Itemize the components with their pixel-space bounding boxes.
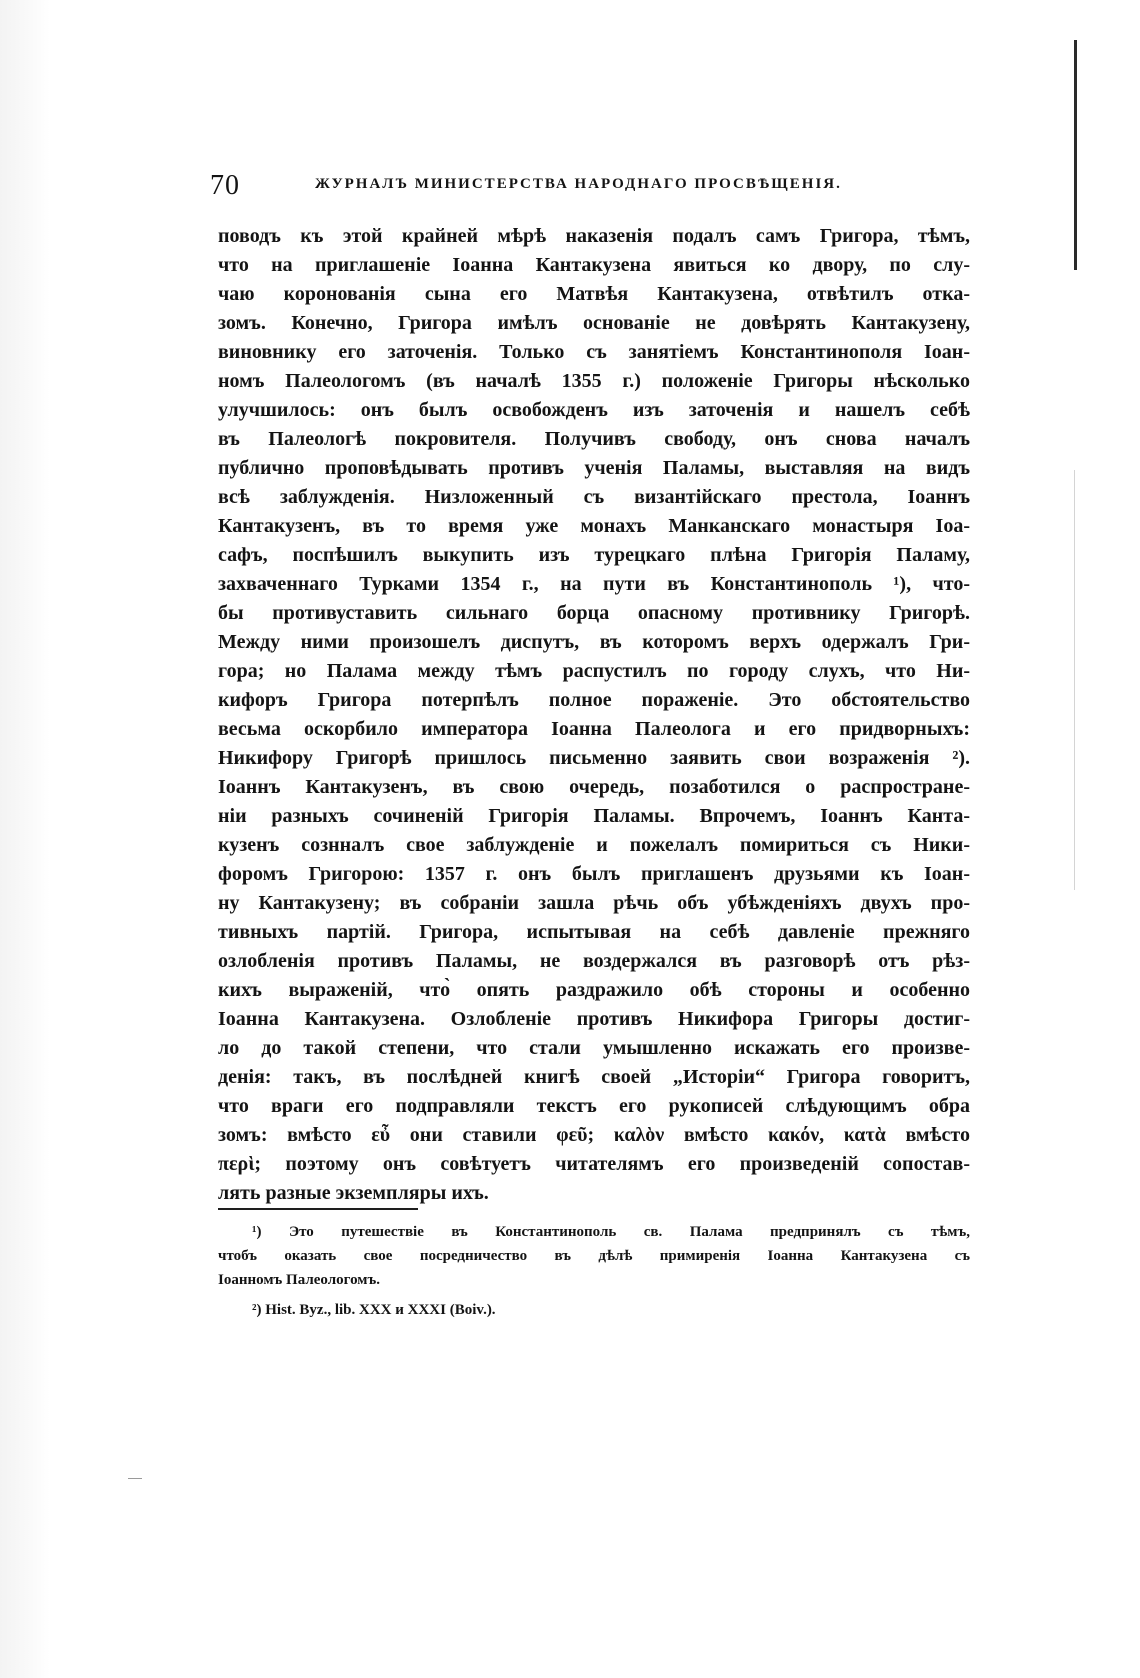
text-line: бы противуставить сильнаго борца опасному противнику Григорѣ. (218, 602, 970, 624)
text-line: улучшилось: онъ былъ освобожденъ изъ заточенія и нашелъ себѣ (218, 399, 970, 421)
page-number: 70 (210, 170, 240, 201)
text-line: ніи разныхъ сочиненій Григорія Паламы. Впрочемъ, Іоаннъ Канта- (218, 805, 970, 827)
scan-margin-rule-faint (1074, 470, 1075, 890)
footnote-separator (218, 1208, 418, 1210)
text-line: Іоанна Кантакузена. Озлобленіе противъ Никифора Григоры достиг- (218, 1008, 970, 1030)
text-line: лять разные экземпляры ихъ. (218, 1182, 489, 1204)
text-line: гора; но Палама между тѣмъ распустилъ по городу слухъ, что Ни- (218, 660, 970, 682)
text-line: кихъ выраженій, что̀ опять раздражило обѣ стороны и особенно (218, 979, 970, 1001)
page-header (210, 170, 970, 204)
text-line: Никифору Григорѣ пришлось письменно заявить свои возраженія ²). (218, 747, 970, 769)
text-line: ло до такой степени, что стали умышленно искажать его произве- (218, 1037, 970, 1059)
footnote-1-line: чтобъ оказать свое посредничество въ дѣлѣ примиренія Іоанна Кантакузена съ (218, 1248, 970, 1264)
scan-artifact-mark (128, 1478, 142, 1479)
text-line: περὶ; поэтому онъ совѣтуетъ читателямъ его произведеній сопостав- (218, 1153, 970, 1175)
scan-edge-shadow (0, 0, 50, 1678)
text-line: захваченнаго Турками 1354 г., на пути въ Константинополь ¹), что- (218, 573, 970, 595)
text-line: что на приглашеніе Іоанна Кантакузена явиться ко двору, по слу- (218, 254, 970, 276)
text-line: денія: такъ, въ послѣдней книгѣ своей „Исторіи“ Григора говоритъ, (218, 1066, 970, 1088)
running-title: ЖУРНАЛЪ МИНИСТЕРСТВА НАРОДНАГО ПРОСВѢЩЕНІЯ. (315, 176, 842, 192)
footnote-1-line: Іоанномъ Палеологомъ. (218, 1272, 381, 1288)
text-line: Кантакузенъ, въ то время уже монахъ Манканскаго монастыря Іоа- (218, 515, 970, 537)
text-line: зомъ: вмѣсто εὖ они ставили φεῦ; καλὸν вмѣсто κακόν, κατὰ вмѣсто (218, 1124, 970, 1146)
text-line: поводъ къ этой крайней мѣрѣ наказенія подалъ самъ Григора, тѣмъ, (218, 225, 970, 247)
text-line: форомъ Григорою: 1357 г. онъ былъ приглашенъ друзьями къ Іоан- (218, 863, 970, 885)
text-line: весьма оскорбило императора Іоанна Палеолога и его придворныхъ: (218, 718, 970, 740)
footnote-2: ²) Hist. Byz., lib. XXX и XXXI (Boiv.). (252, 1302, 496, 1318)
text-line: кифоръ Григора потерпѣлъ полное пораженіе. Это обстоятельство (218, 689, 970, 711)
main-text (218, 222, 970, 1208)
scan-margin-rule (1074, 40, 1077, 270)
text-line: Между ними произошелъ диспутъ, въ которомъ верхъ одержалъ Гри- (218, 631, 970, 653)
footnotes (218, 1220, 970, 1322)
text-line: публично проповѣдывать противъ ученія Паламы, выставляя на видъ (218, 457, 970, 479)
text-line: въ Палеологѣ покровителя. Получивъ свободу, онъ снова началъ (218, 428, 970, 450)
text-line: всѣ заблужденія. Низложенный съ византійскаго престола, Іоаннъ (218, 486, 970, 508)
text-line: сафъ, поспѣшилъ выкупить изъ турецкаго плѣна Григорія Паламу, (218, 544, 970, 566)
text-line: озлобленія противъ Паламы, не воздержался въ разговорѣ отъ рѣз- (218, 950, 970, 972)
text-line: тивныхъ партій. Григора, испытывая на себѣ давленіе прежняго (218, 921, 970, 943)
footnote-1-line: ¹) Это путешествіе въ Константинополь св. Палама предпринялъ съ тѣмъ, (252, 1224, 970, 1240)
text-line: ну Кантакузену; въ собраніи зашла рѣчь объ убѣжденіяхъ двухъ про- (218, 892, 970, 914)
text-line: чаю коронованія сына его Матвѣя Кантакузена, отвѣтилъ отка- (218, 283, 970, 305)
text-line: виновнику его заточенія. Только съ занятіемъ Константинополя Іоан- (218, 341, 970, 363)
text-line: что враги его подправляли текстъ его рукописей слѣдующимъ обра (218, 1095, 970, 1117)
text-line: кузенъ сознналъ свое заблужденіе и пожелалъ помириться съ Ники- (218, 834, 970, 856)
text-line: номъ Палеологомъ (въ началѣ 1355 г.) положеніе Григоры нѣсколько (218, 370, 970, 392)
text-line: Іоаннъ Кантакузенъ, въ свою очередь, позаботился о распростране- (218, 776, 970, 798)
text-line: зомъ. Конечно, Григора имѣлъ основаніе не довѣрять Кантакузену, (218, 312, 970, 334)
